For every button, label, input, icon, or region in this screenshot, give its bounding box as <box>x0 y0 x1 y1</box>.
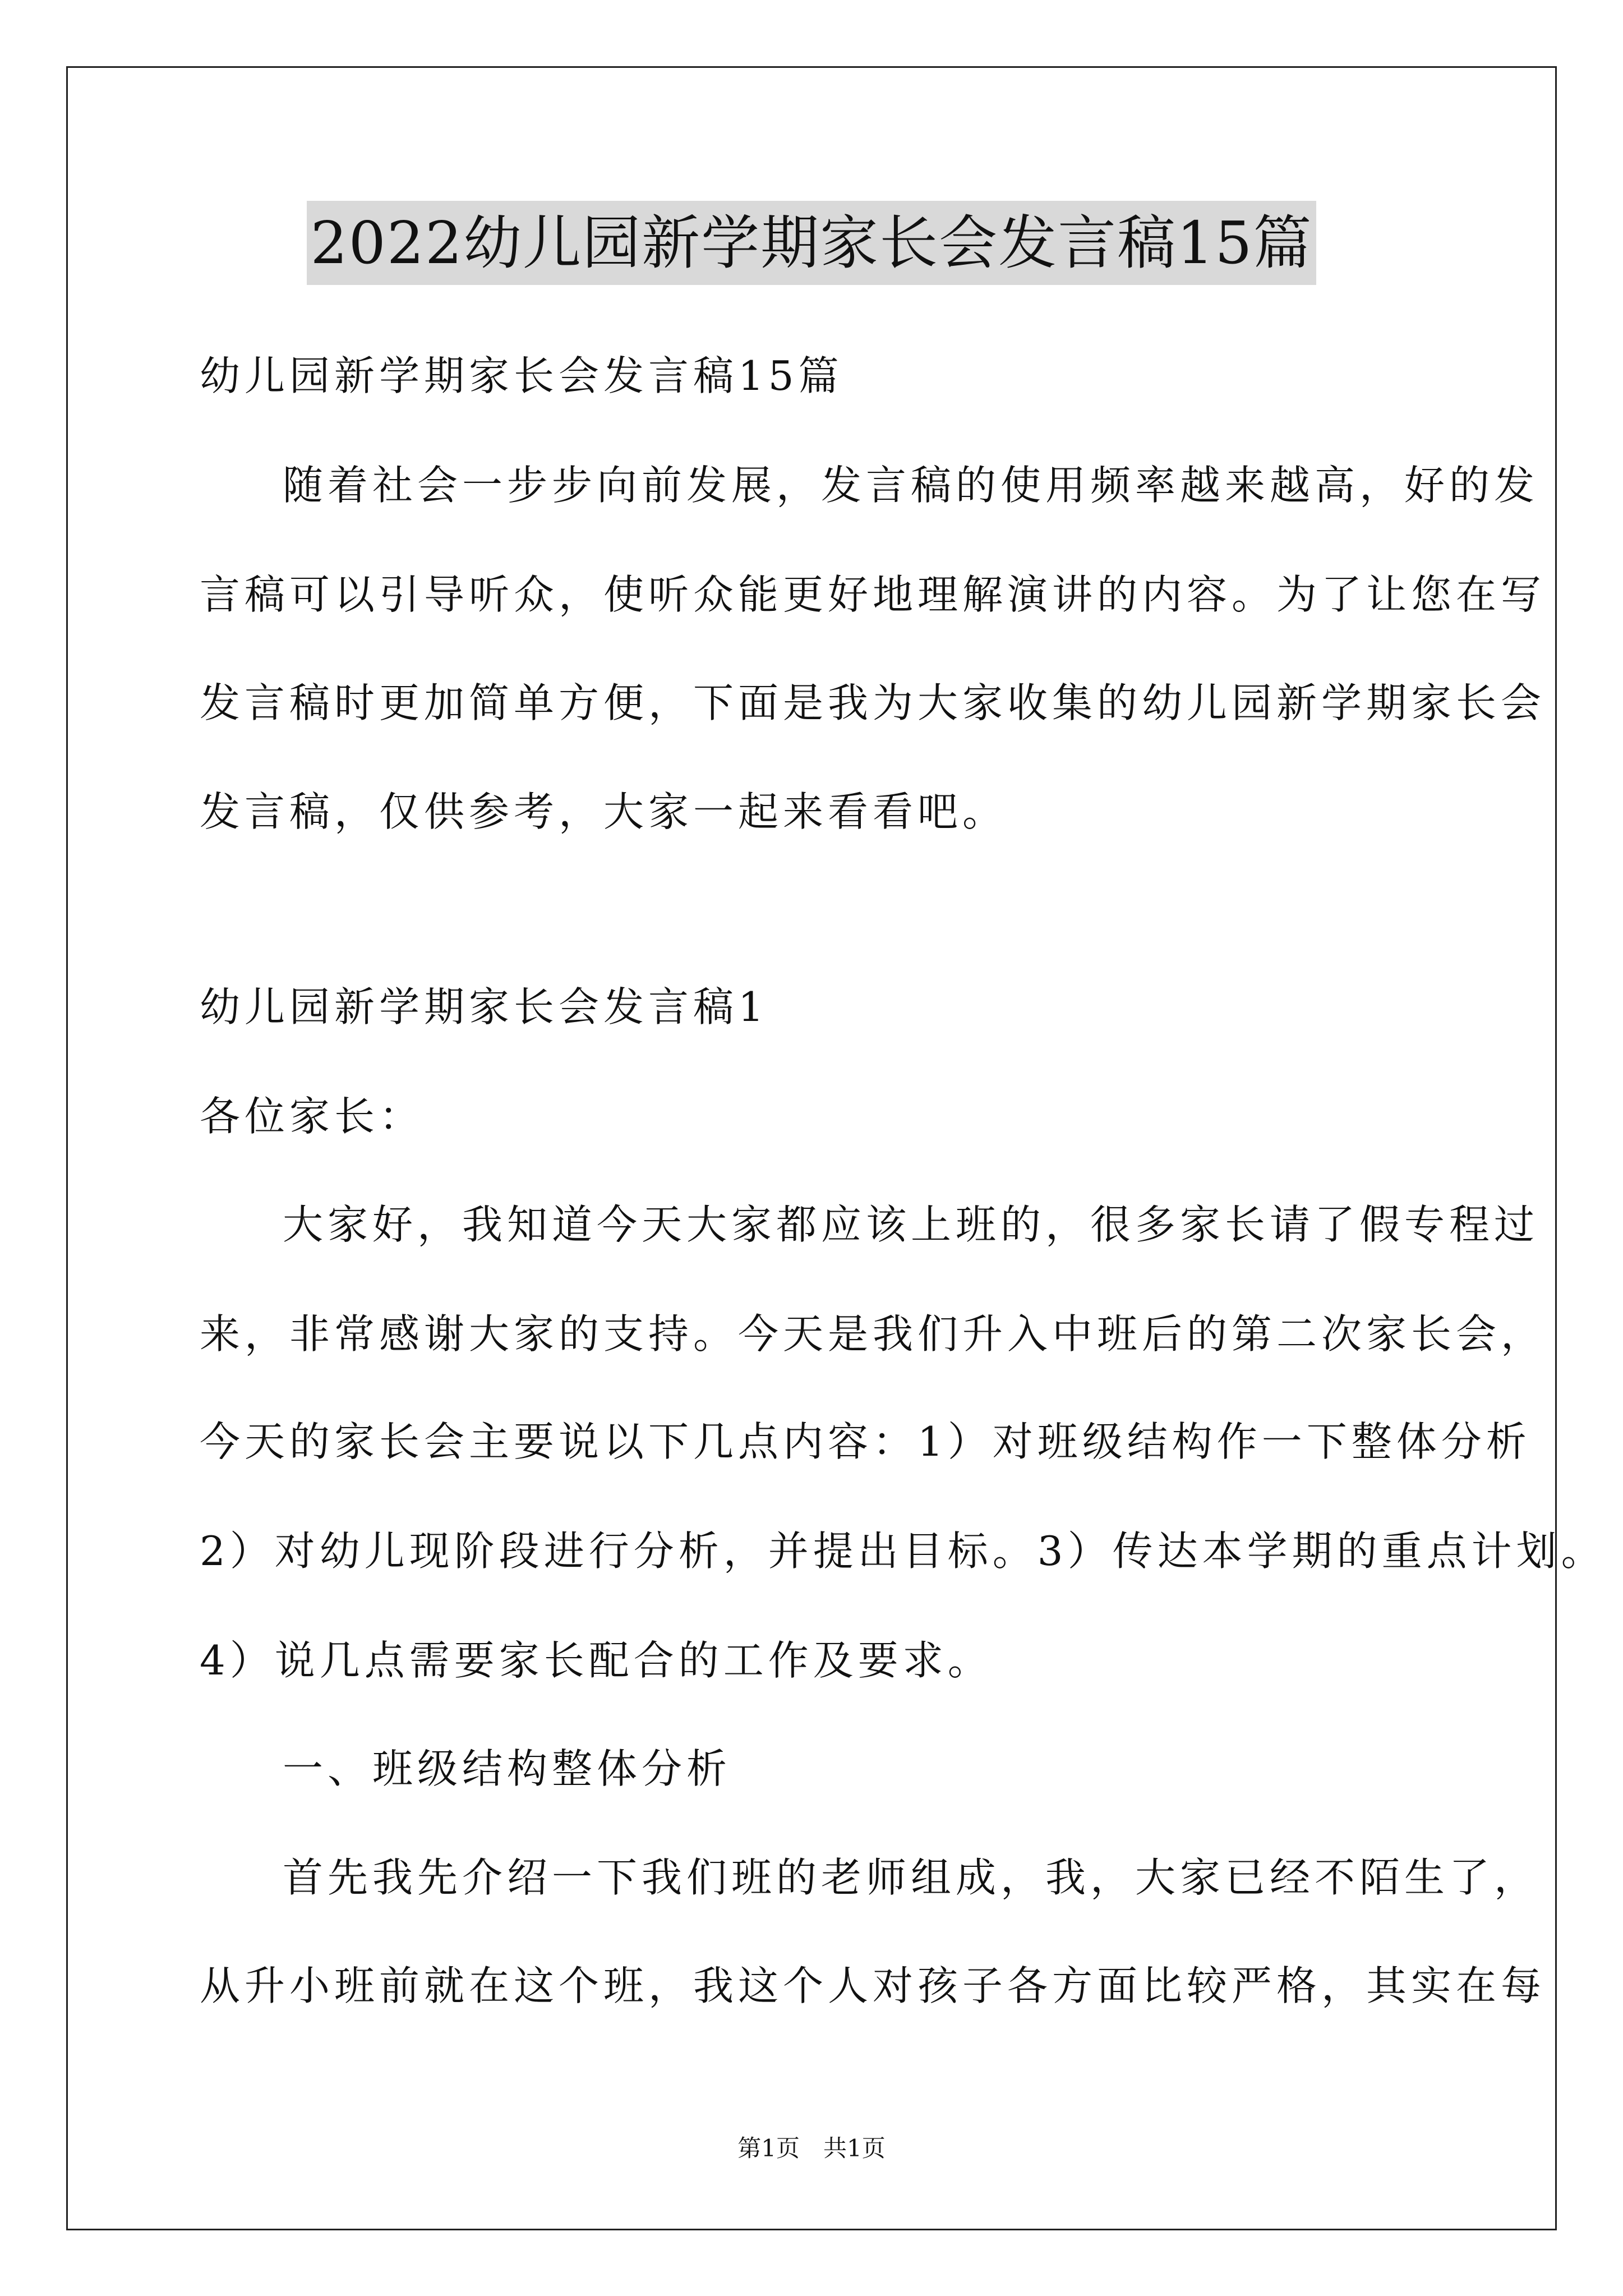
subtitle-line: 幼儿园新学期家长会发言稿15篇 <box>200 352 843 399</box>
paragraph-line: 今天的家长会主要说以下几点内容：1）对班级结构作一下整体分析 <box>200 1418 1531 1465</box>
paragraph-line: 4）说几点需要家长配合的工作及要求。 <box>200 1637 993 1684</box>
paragraph-line: 发言稿，仅供参考，大家一起来看看吧。 <box>200 788 1008 835</box>
paragraph-line: 2）对幼儿现阶段进行分析，并提出目标。3）传达本学期的重点计划。 <box>200 1527 1606 1575</box>
paragraph-line: 大家好，我知道今天大家都应该上班的，很多家长请了假专程过 <box>283 1201 1539 1248</box>
paragraph-line: 从升小班前就在这个班，我这个人对孩子各方面比较严格，其实在每 <box>200 1962 1546 2009</box>
paragraph-line: 发言稿时更加简单方便，下面是我为大家收集的幼儿园新学期家长会 <box>200 679 1546 726</box>
subsection-heading: 一、班级结构整体分析 <box>283 1745 732 1792</box>
paragraph-line: 随着社会一步步向前发展，发言稿的使用频率越来越高，好的发 <box>283 462 1539 509</box>
paragraph-line: 来，非常感谢大家的支持。今天是我们升入中班后的第二次家长会， <box>200 1310 1546 1358</box>
paragraph-line: 首先我先介绍一下我们班的老师组成，我，大家已经不陌生了， <box>283 1854 1539 1901</box>
paragraph-line: 言稿可以引导听众，使听众能更好地理解演讲的内容。为了让您在写 <box>200 571 1546 618</box>
document-title: 2022幼儿园新学期家长会发言稿15篇 <box>307 201 1316 285</box>
salutation-line: 各位家长： <box>200 1093 425 1140</box>
page-footer: 第1页 共1页 <box>737 2134 886 2162</box>
document-title-wrap <box>0 201 1623 285</box>
section-heading: 幼儿园新学期家长会发言稿1 <box>200 983 768 1030</box>
